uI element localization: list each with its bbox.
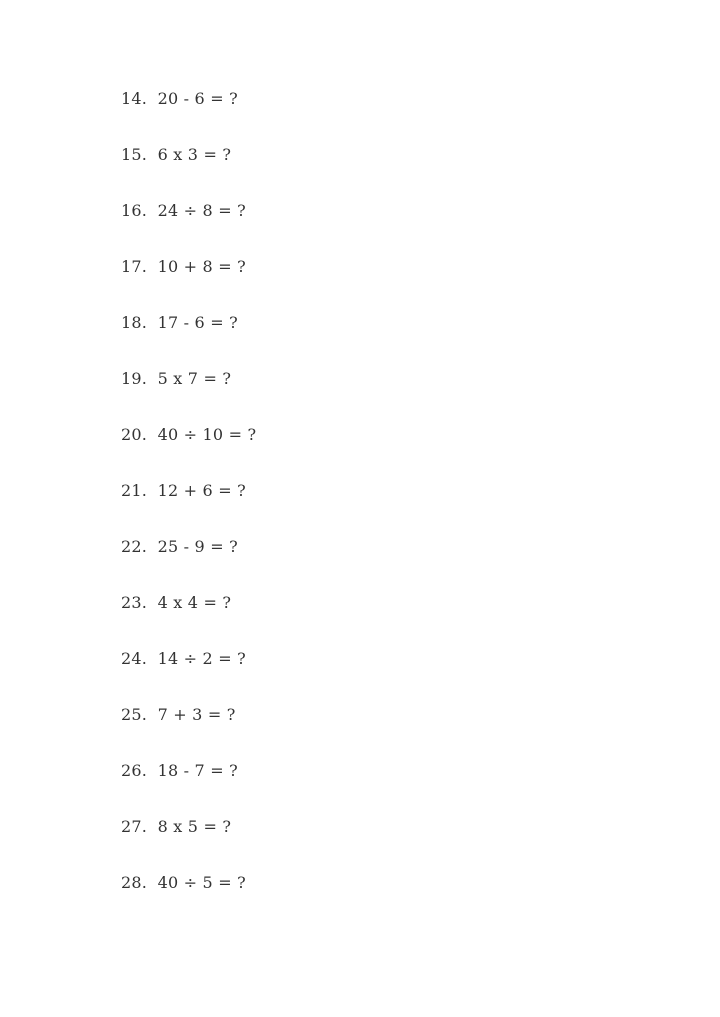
math-problem: 28. 40 ÷ 5 = ?: [121, 873, 246, 892]
math-problem: 24. 14 ÷ 2 = ?: [121, 649, 246, 668]
math-problem: 23. 4 x 4 = ?: [121, 593, 232, 612]
math-problem: 19. 5 x 7 = ?: [121, 369, 232, 388]
math-problem: 20. 40 ÷ 10 = ?: [121, 425, 257, 444]
math-problem: 15. 6 x 3 = ?: [121, 145, 232, 164]
math-problem-list: [121, 88, 256, 928]
math-problem: 16. 24 ÷ 8 = ?: [121, 201, 246, 220]
math-problem: 22. 25 - 9 = ?: [121, 537, 238, 556]
math-problem: 25. 7 + 3 = ?: [121, 705, 236, 724]
math-problem: 26. 18 - 7 = ?: [121, 761, 238, 780]
math-problem: 18. 17 - 6 = ?: [121, 313, 238, 332]
math-problem: 27. 8 x 5 = ?: [121, 817, 232, 836]
math-problem: 21. 12 + 6 = ?: [121, 481, 246, 500]
math-problem: 17. 10 + 8 = ?: [121, 257, 246, 276]
math-problem: 14. 20 - 6 = ?: [121, 89, 238, 108]
